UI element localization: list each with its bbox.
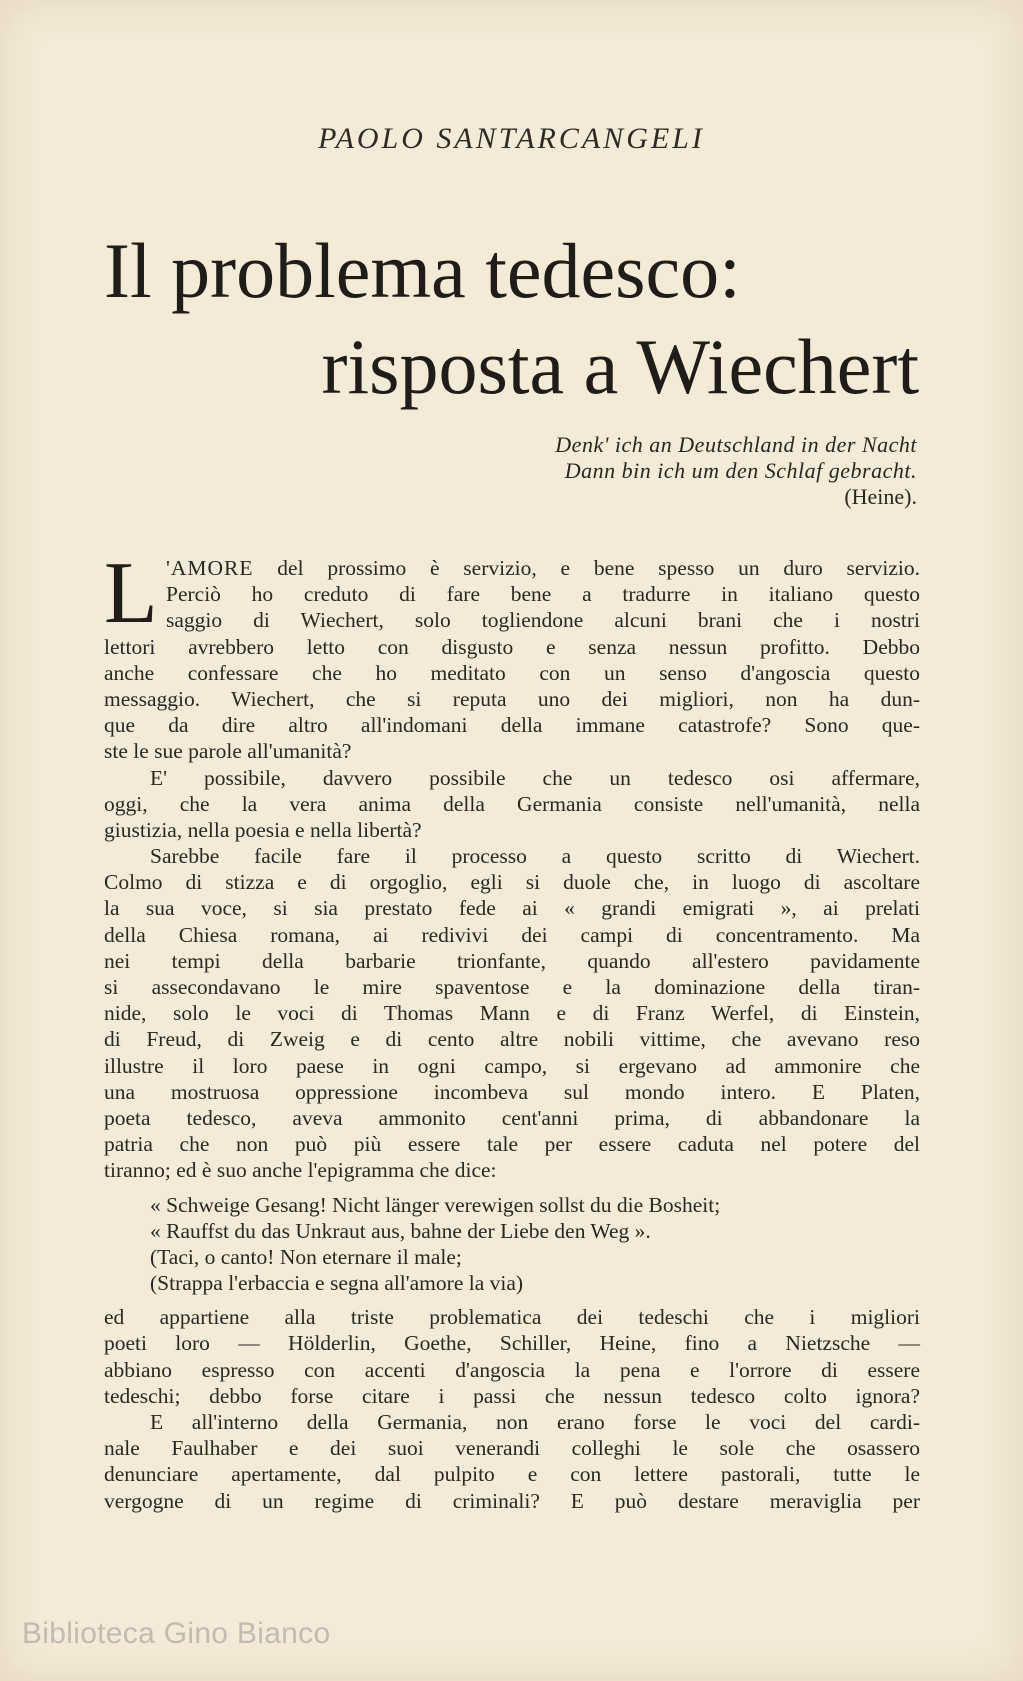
text-line: anche confessare che ho meditato con un senso d'angoscia questo [104, 660, 920, 685]
epigraph [555, 432, 917, 510]
text-line: nide, solo le voci di Thomas Mann e di Franz Werfel, di Einstein, [104, 1001, 920, 1026]
text-line: giustizia, nella poesia e nella libertà? [104, 817, 422, 842]
text-line: ed appartiene alla triste problematica dei tedeschi che i migliori [104, 1305, 920, 1330]
article-body [104, 545, 920, 1514]
text-fragment: del prossimo è servizio, e bene spesso un duro servizio. [253, 556, 920, 580]
text-line: vergogne di un regime di criminali? E può destare meraviglia per [104, 1488, 920, 1513]
poem-line: « Schweige Gesang! Nicht länger verewigen sollst du die Bosheit; [150, 1192, 721, 1217]
text-line: poeti loro — Hölderlin, Goethe, Schiller, Heine, fino a Nietzsche — [104, 1331, 920, 1356]
text-line: saggio di Wiechert, solo togliendone alcuni brani che i nostri [166, 608, 920, 633]
drop-cap: L [104, 545, 158, 642]
text-line: E all'interno della Germania, non erano forse le voci del cardi- [150, 1410, 920, 1434]
text-line: nale Faulhaber e dei suoi venerandi colleghi le sole che osassero [104, 1436, 920, 1461]
text-line: abbiano espresso con accenti d'angoscia la pena e l'orrore di essere [104, 1357, 920, 1382]
text-line: la sua voce, si sia prestato fede ai « grandi emigrati », ai prelati [104, 896, 920, 921]
text-line: di Freud, di Zweig e di cento altre nobili vittime, che avevano reso [104, 1027, 920, 1052]
author-name: PAOLO SANTARCANGELI [318, 122, 705, 155]
text-line [104, 555, 920, 581]
epigraph-line: Denk' ich an Deutschland in der Nacht [555, 432, 917, 457]
text-line: si assecondavano le mire spaventose e la dominazione della tiran- [104, 975, 920, 999]
text-line: tedeschi; debbo forse citare i passi che nessun tedesco colto ignora? [104, 1383, 920, 1408]
text-line: Perciò ho creduto di fare bene a tradurre in italiano questo [166, 582, 920, 607]
poem-line: (Taci, o canto! Non eternare il male; [150, 1244, 462, 1269]
text-line: que da dire altro all'indomani della immane catastrofe? Sono que- [104, 713, 920, 738]
text-line: lettori avrebbero letto con disgusto e senza nessun profitto. Debbo [104, 634, 920, 659]
text-line: della Chiesa romana, ai redivivi dei campi di concentramento. Ma [104, 922, 920, 947]
lead-smallcaps: 'AMORE [166, 556, 254, 580]
text-line: poeta tedesco, aveva ammonito cent'anni prima, di abbandonare la [104, 1105, 920, 1130]
epigraph-source: (Heine). [844, 484, 917, 509]
text-line: patria che non può più essere tale per essere caduta nel potere del [104, 1132, 920, 1157]
text-line: E' possibile, davvero possibile che un tedesco osi affermare, [150, 765, 920, 790]
poem-line: « Rauffst du das Unkraut aus, bahne der Liebe den Weg ». [150, 1218, 651, 1243]
poem-line: (Strappa l'erbaccia e segna all'amore la via) [150, 1271, 524, 1296]
text-line: ste le sue parole all'umanità? [104, 739, 352, 764]
text-line: Sarebbe facile fare il processo a questo scritto di Wiechert. [150, 844, 920, 869]
text-line: Colmo di stizza e di orgoglio, egli si duole che, in luogo di ascoltare [104, 870, 920, 895]
article-title-line-1: Il problema tedesco: [104, 227, 741, 314]
text-line: messaggio. Wiechert, che si reputa uno dei migliori, non ha dun- [104, 686, 920, 711]
article-title-line-2: risposta a Wiechert [321, 323, 919, 410]
text-line: nei tempi della barbarie trionfante, quando all'estero pavidamente [104, 948, 920, 973]
text-line: oggi, che la vera anima della Germania consiste nell'umanità, nella [104, 791, 920, 816]
library-watermark: Biblioteca Gino Bianco [22, 1617, 331, 1650]
text-line: tiranno; ed è suo anche l'epigramma che dice: [104, 1158, 497, 1183]
text-line: denunciare apertamente, dal pulpito e con lettere pastorali, tutte le [104, 1462, 920, 1487]
epigraph-line: Dann bin ich um den Schlaf gebracht. [564, 458, 917, 483]
text-line: una mostruosa oppressione incombeva sul mondo intero. E Platen, [104, 1079, 920, 1104]
text-line: illustre il loro paese in ogni campo, si ergevano ad ammonire che [104, 1053, 920, 1078]
